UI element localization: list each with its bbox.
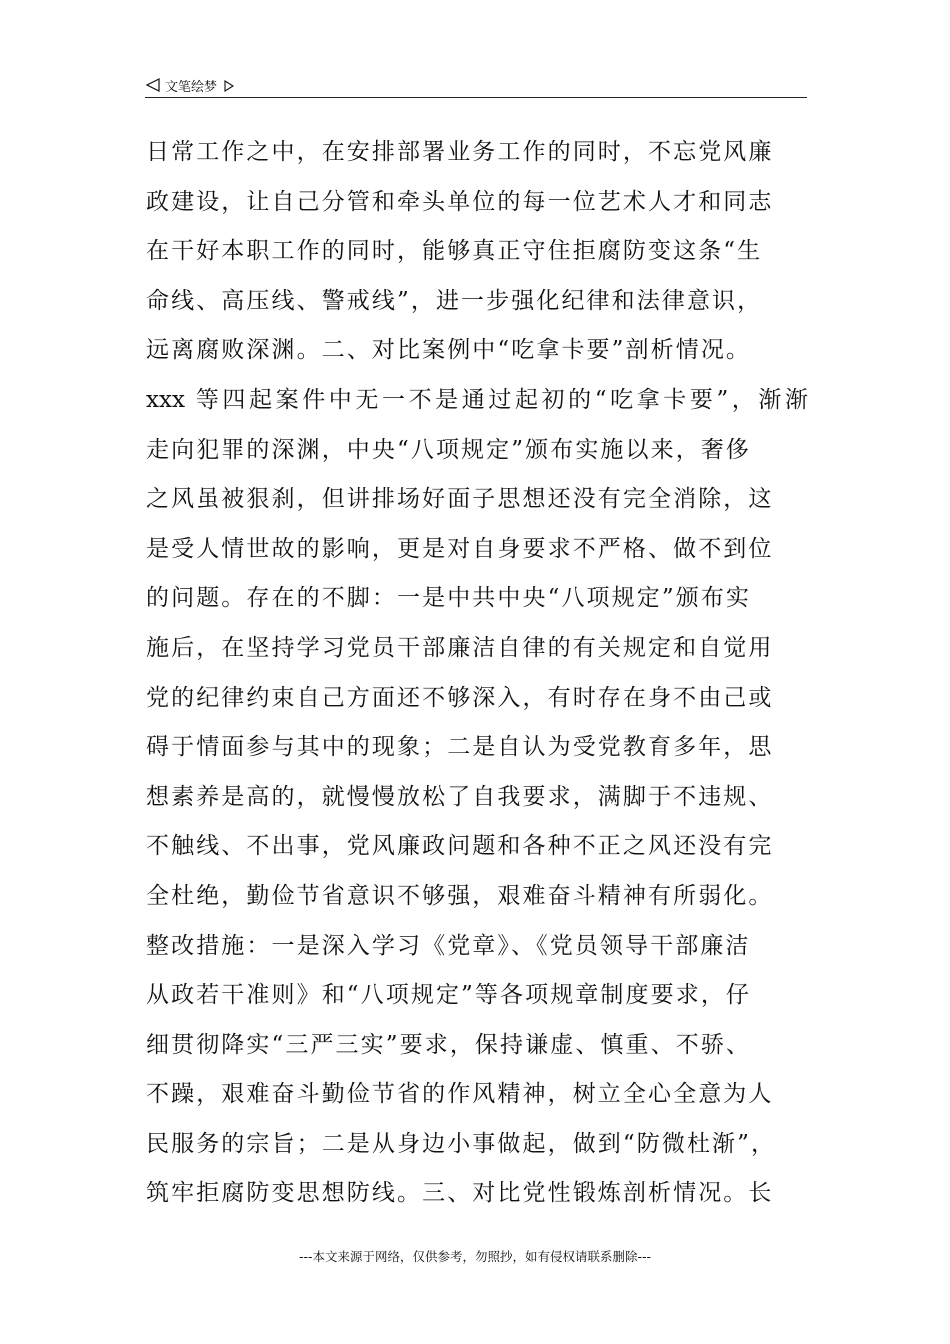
body-line: 政建设，让自己分管和牵头单位的每一位艺术人才和同志 bbox=[146, 188, 774, 215]
body-line: 从政若干准则》和“八项规定”等各项规章制度要求，仔 bbox=[146, 982, 752, 1009]
body-line: 全杜绝，勤俭节省意识不够强，艰难奋斗精神有所弱化。 bbox=[146, 882, 774, 909]
body-line: 整改措施：一是深入学习《党章》、《党员领导干部廉洁 bbox=[146, 932, 751, 959]
body-line: 走向犯罪的深渊，中央“八项规定”颁布实施以来，奢侈 bbox=[146, 436, 752, 463]
body-line: 党的纪律约束自己方面还不够深入，有时存在身不由己或 bbox=[146, 684, 774, 711]
body-line: 命线、高压线、警戒线”，进一步强化纪律和法律意识， bbox=[146, 287, 763, 314]
body-line: 在干好本职工作的同时，能够真正守住拒腐防变这条“生 bbox=[146, 238, 763, 265]
body-line: 碍于情面参与其中的现象；二是自认为受党教育多年，思 bbox=[146, 734, 774, 761]
body-line: 日常工作之中，在安排部署业务工作的同时，不忘党风廉 bbox=[146, 139, 774, 165]
body-line: 不躁，艰难奋斗勤俭节省的作风精神，树立全心全意为人 bbox=[146, 1081, 774, 1108]
left-triangle-icon bbox=[145, 77, 161, 93]
header-divider bbox=[145, 97, 807, 98]
body-line: 的问题。存在的不脚：一是中共中央“八项规定”颁布实 bbox=[146, 585, 752, 612]
body-line: 施后，在坚持学习党员干部廉洁自律的有关规定和自觉用 bbox=[146, 634, 774, 661]
body-line: 细贯彻降实“三严三实”要求，保持谦虚、慎重、不骄、 bbox=[146, 1031, 752, 1058]
body-line: 不触线、不出事，党风廉政问题和各种不正之风还没有完 bbox=[146, 833, 774, 860]
body-line: 想素养是高的，就慢慢放松了自我要求，满脚于不违规、 bbox=[146, 783, 774, 810]
document-body bbox=[146, 132, 808, 1223]
body-line: 之风虽被狠刹，但讲排场好面子思想还没有完全消除，这 bbox=[146, 486, 774, 513]
footer-notice: ---本文来源于网络，仅供参考，勿照抄，如有侵权请联系删除--- bbox=[298, 1249, 652, 1264]
body-line: 民服务的宗旨；二是从身边小事做起，做到“防微杜渐”， bbox=[146, 1130, 777, 1157]
body-line: xxx 等四起案件中无一不是通过起初的“吃拿卡要”，渐渐 bbox=[146, 386, 808, 413]
body-line: 是受人情世故的影响，更是对自身要求不严格、做不到位 bbox=[146, 535, 774, 562]
right-triangle-icon bbox=[223, 77, 239, 93]
body-line: 远离腐败深渊。二、对比案例中“吃拿卡要”剖析情况。 bbox=[146, 337, 752, 364]
header-title: 文笔绘梦 bbox=[165, 79, 218, 95]
body-line: 筑牢拒腐防变思想防线。三、对比党性锻炼剖析情况。长 bbox=[146, 1180, 774, 1207]
page-header bbox=[145, 72, 807, 98]
